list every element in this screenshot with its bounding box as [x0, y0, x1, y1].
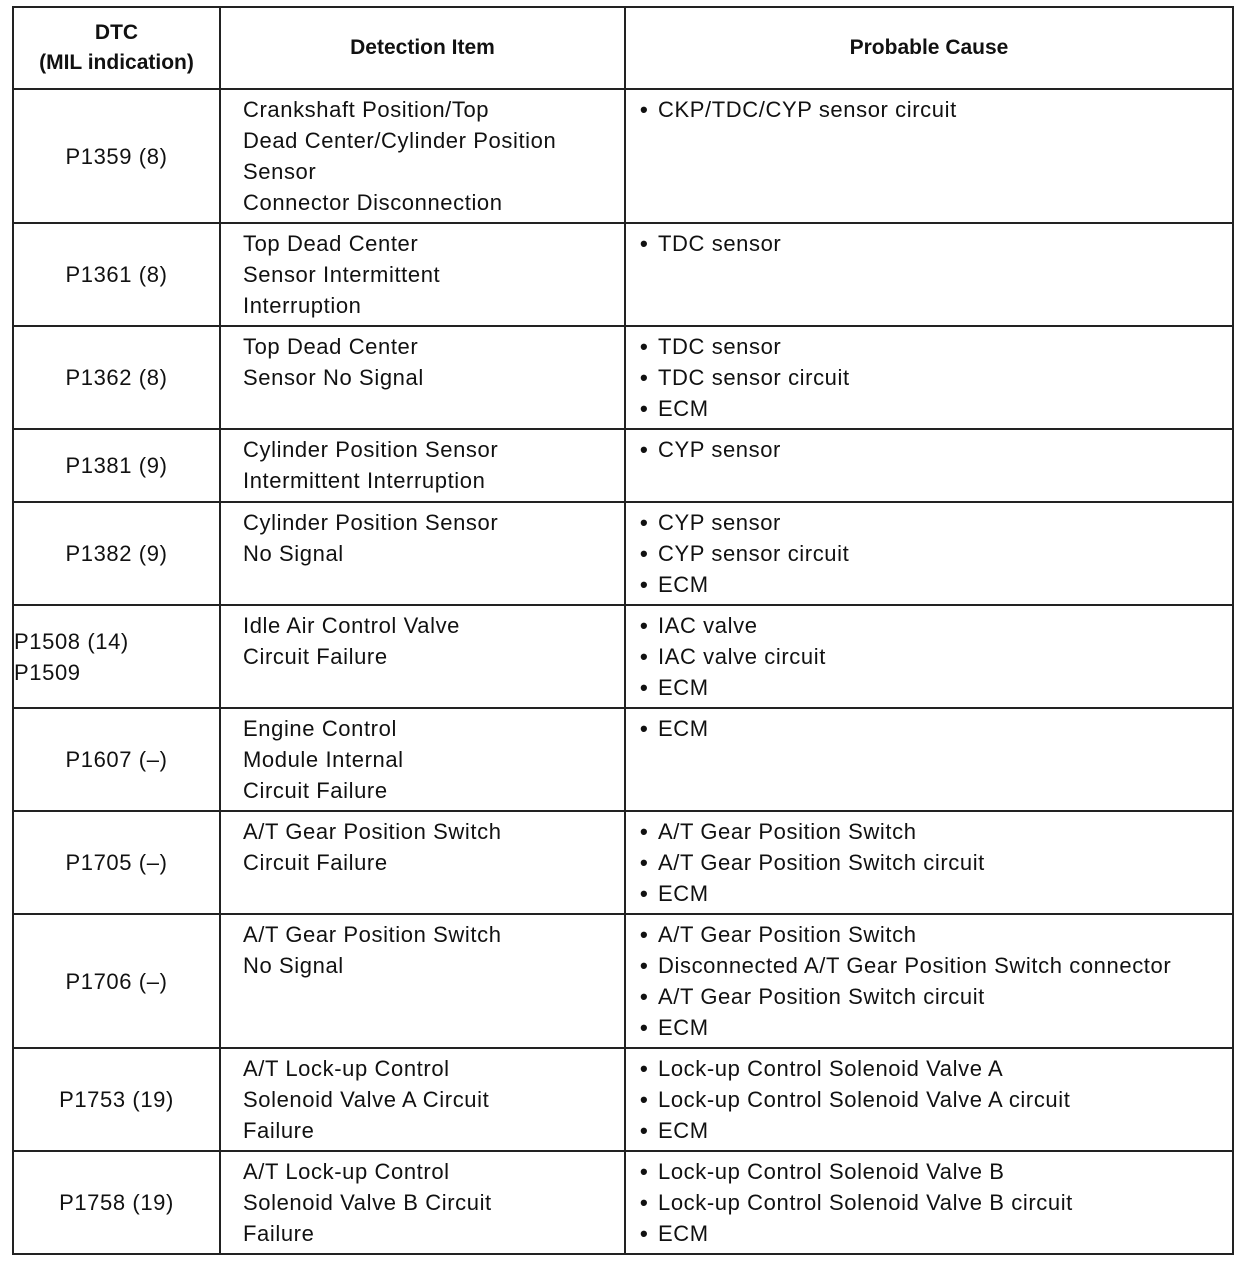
detection-item-header: Detection Item [220, 7, 625, 89]
bullet-icon: • [640, 716, 649, 741]
detection-item-line: Interruption [243, 293, 362, 318]
bullet-icon: • [640, 396, 649, 421]
header-row [13, 7, 1233, 89]
bullet-icon: • [640, 1159, 649, 1184]
bullet-icon: • [640, 819, 649, 844]
bullet-icon: • [640, 922, 649, 947]
detection-item-line: No Signal [243, 541, 344, 566]
dtc-code-cell [13, 326, 220, 429]
detection-item-line: Sensor Intermittent [243, 262, 441, 287]
dtc-code-cell [13, 708, 220, 811]
dtc-header [13, 7, 220, 89]
dtc-code: P1753 (19) [59, 1087, 174, 1112]
probable-cause-item [640, 1012, 1226, 1043]
detection-item-line: A/T Lock-up Control [243, 1056, 450, 1081]
detection-item-cell [220, 326, 625, 429]
probable-cause-item [640, 538, 1226, 569]
probable-cause-cell [625, 223, 1233, 326]
bullet-icon: • [640, 541, 649, 566]
probable-cause-text: TDC sensor [658, 334, 782, 359]
bullet-icon: • [640, 1056, 649, 1081]
dtc-code-cell [13, 811, 220, 914]
dtc-code-cell [13, 89, 220, 223]
probable-cause-cell [625, 1151, 1233, 1254]
detection-item-line: Dead Center/Cylinder Position [243, 128, 557, 153]
detection-item-line: Engine Control [243, 716, 397, 741]
bullet-icon: • [640, 572, 649, 597]
table-row [13, 326, 1233, 429]
probable-cause-cell [625, 811, 1233, 914]
detection-item-line: A/T Gear Position Switch [243, 819, 502, 844]
detection-item-cell [220, 708, 625, 811]
dtc-header-line1: DTC [94, 21, 139, 44]
table-row [13, 811, 1233, 914]
probable-cause-text: A/T Gear Position Switch [658, 819, 917, 844]
dtc-code-cell [13, 1151, 220, 1254]
bullet-icon: • [640, 365, 649, 390]
dtc-code-cell [13, 605, 220, 708]
bullet-icon: • [640, 231, 649, 256]
probable-cause-text: Lock-up Control Solenoid Valve B circuit [658, 1190, 1073, 1215]
probable-cause-text: TDC sensor [658, 231, 782, 256]
detection-item-line: Sensor No Signal [243, 365, 424, 390]
probable-cause-item [640, 1084, 1226, 1115]
detection-item-line: Solenoid Valve B Circuit [243, 1190, 492, 1215]
probable-cause-text: Lock-up Control Solenoid Valve A circuit [658, 1087, 1071, 1112]
table-row [13, 429, 1233, 502]
detection-item-line: Failure [243, 1118, 315, 1143]
detection-item-line: Cylinder Position Sensor [243, 437, 499, 462]
probable-cause-item [640, 878, 1226, 909]
probable-cause-text: ECM [658, 716, 709, 741]
bullet-icon: • [640, 1190, 649, 1215]
table-row [13, 1151, 1233, 1254]
table-row [13, 502, 1233, 605]
probable-cause-item [640, 94, 1226, 125]
dtc-code-cell [13, 914, 220, 1048]
probable-cause-text: IAC valve circuit [658, 644, 826, 669]
probable-cause-text: ECM [658, 1118, 709, 1143]
probable-cause-cell [625, 89, 1233, 223]
probable-cause-item [640, 847, 1226, 878]
detection-item-line: Connector Disconnection [243, 190, 503, 215]
probable-cause-text: CKP/TDC/CYP sensor circuit [658, 97, 957, 122]
table-body [13, 89, 1233, 1254]
dtc-code: P1359 (8) [65, 143, 168, 169]
probable-cause-item [640, 362, 1226, 393]
probable-cause-item [640, 641, 1226, 672]
probable-cause-item [640, 981, 1226, 1012]
detection-item-cell [220, 502, 625, 605]
dtc-code-cell [13, 223, 220, 326]
dtc-code: P1758 (19) [59, 1190, 174, 1215]
probable-cause-cell [625, 326, 1233, 429]
detection-item-cell [220, 89, 625, 223]
dtc-code: P1361 (8) [65, 262, 168, 287]
bullet-icon: • [640, 644, 649, 669]
probable-cause-item [640, 228, 1226, 259]
dtc-table [12, 6, 1234, 1255]
detection-item-line: Cylinder Position Sensor [243, 510, 499, 535]
probable-cause-text: Lock-up Control Solenoid Valve A [658, 1056, 1004, 1081]
probable-cause-cell [625, 502, 1233, 605]
dtc-code: P1607 (–) [65, 747, 168, 772]
probable-cause-text: ECM [658, 396, 709, 421]
bullet-icon: • [640, 850, 649, 875]
detection-item-line: No Signal [243, 953, 344, 978]
probable-cause-text: ECM [658, 1221, 709, 1246]
dtc-code-cell [13, 1048, 220, 1151]
probable-cause-text: ECM [658, 572, 709, 597]
probable-cause-header: Probable Cause [625, 7, 1233, 89]
probable-cause-item [640, 1156, 1226, 1187]
bullet-icon: • [640, 953, 649, 978]
probable-cause-item [640, 569, 1226, 600]
probable-cause-text: ECM [658, 881, 709, 906]
dtc-code: P1381 (9) [65, 453, 168, 478]
probable-cause-cell [625, 1048, 1233, 1151]
detection-item-cell [220, 1048, 625, 1151]
probable-cause-item [640, 672, 1226, 703]
probable-cause-cell [625, 429, 1233, 502]
probable-cause-item [640, 331, 1226, 362]
probable-cause-item [640, 1218, 1226, 1249]
detection-item-cell [220, 914, 625, 1048]
detection-item-line: Crankshaft Position/Top [243, 97, 490, 122]
probable-cause-text: ECM [658, 675, 709, 700]
probable-cause-item [640, 1115, 1226, 1146]
detection-item-line: Failure [243, 1221, 315, 1246]
probable-cause-item [640, 434, 1226, 465]
probable-cause-item [640, 713, 1226, 744]
detection-item-line: A/T Gear Position Switch [243, 922, 502, 947]
table-row [13, 708, 1233, 811]
detection-item-line: A/T Lock-up Control [243, 1159, 450, 1184]
detection-item-line: Top Dead Center [243, 334, 419, 359]
probable-cause-item [640, 816, 1226, 847]
detection-item-line: Intermittent Interruption [243, 468, 486, 493]
detection-item-line: Sensor [243, 159, 317, 184]
bullet-icon: • [640, 881, 649, 906]
bullet-icon: • [640, 97, 649, 122]
detection-item-cell [220, 429, 625, 502]
detection-item-cell [220, 811, 625, 914]
probable-cause-cell [625, 914, 1233, 1048]
bullet-icon: • [640, 510, 649, 535]
detection-item-line: Solenoid Valve A Circuit [243, 1087, 490, 1112]
probable-cause-text: A/T Gear Position Switch [658, 922, 917, 947]
probable-cause-item [640, 919, 1226, 950]
probable-cause-item [640, 1187, 1226, 1218]
dtc-code: P1508 (14) [14, 628, 129, 654]
bullet-icon: • [640, 984, 649, 1009]
bullet-icon: • [640, 437, 649, 462]
bullet-icon: • [640, 1221, 649, 1246]
dtc-code: P1362 (8) [65, 365, 168, 390]
probable-cause-item [640, 507, 1226, 538]
table-row [13, 914, 1233, 1048]
dtc-code: P1509 [14, 659, 81, 685]
detection-item-cell [220, 605, 625, 708]
probable-cause-text: CYP sensor [658, 510, 781, 535]
table-row [13, 89, 1233, 223]
probable-cause-text: IAC valve [658, 613, 758, 638]
bullet-icon: • [640, 1118, 649, 1143]
probable-cause-item [640, 1053, 1226, 1084]
dtc-code: P1706 (–) [65, 968, 168, 994]
dtc-code: P1382 (9) [65, 541, 168, 566]
detection-item-line: Module Internal [243, 747, 404, 772]
bullet-icon: • [640, 334, 649, 359]
probable-cause-cell [625, 605, 1233, 708]
detection-item-line: Circuit Failure [243, 644, 388, 669]
probable-cause-item [640, 950, 1226, 981]
dtc-code-cell [13, 429, 220, 502]
detection-item-cell [220, 223, 625, 326]
probable-cause-text: TDC sensor circuit [658, 365, 850, 390]
detection-item-line: Idle Air Control Valve [243, 613, 461, 638]
probable-cause-text: CYP sensor [658, 437, 781, 462]
dtc-code: P1705 (–) [65, 850, 168, 875]
probable-cause-text: CYP sensor circuit [658, 541, 850, 566]
probable-cause-text: Disconnected A/T Gear Position Switch connector [658, 953, 1172, 978]
probable-cause-text: A/T Gear Position Switch circuit [658, 850, 985, 875]
bullet-icon: • [640, 675, 649, 700]
dtc-code-cell [13, 502, 220, 605]
dtc-header-line2: (MIL indication) [39, 51, 194, 74]
probable-cause-text: ECM [658, 1015, 709, 1040]
table-row [13, 1048, 1233, 1151]
probable-cause-cell [625, 708, 1233, 811]
probable-cause-item [640, 610, 1226, 641]
bullet-icon: • [640, 613, 649, 638]
table-row [13, 223, 1233, 326]
probable-cause-item [640, 393, 1226, 424]
table-row [13, 605, 1233, 708]
bullet-icon: • [640, 1015, 649, 1040]
probable-cause-text: Lock-up Control Solenoid Valve B [658, 1159, 1005, 1184]
detection-item-line: Top Dead Center [243, 231, 419, 256]
detection-item-line: Circuit Failure [243, 850, 388, 875]
probable-cause-text: A/T Gear Position Switch circuit [658, 984, 985, 1009]
bullet-icon: • [640, 1087, 649, 1112]
detection-item-line: Circuit Failure [243, 778, 388, 803]
detection-item-cell [220, 1151, 625, 1254]
